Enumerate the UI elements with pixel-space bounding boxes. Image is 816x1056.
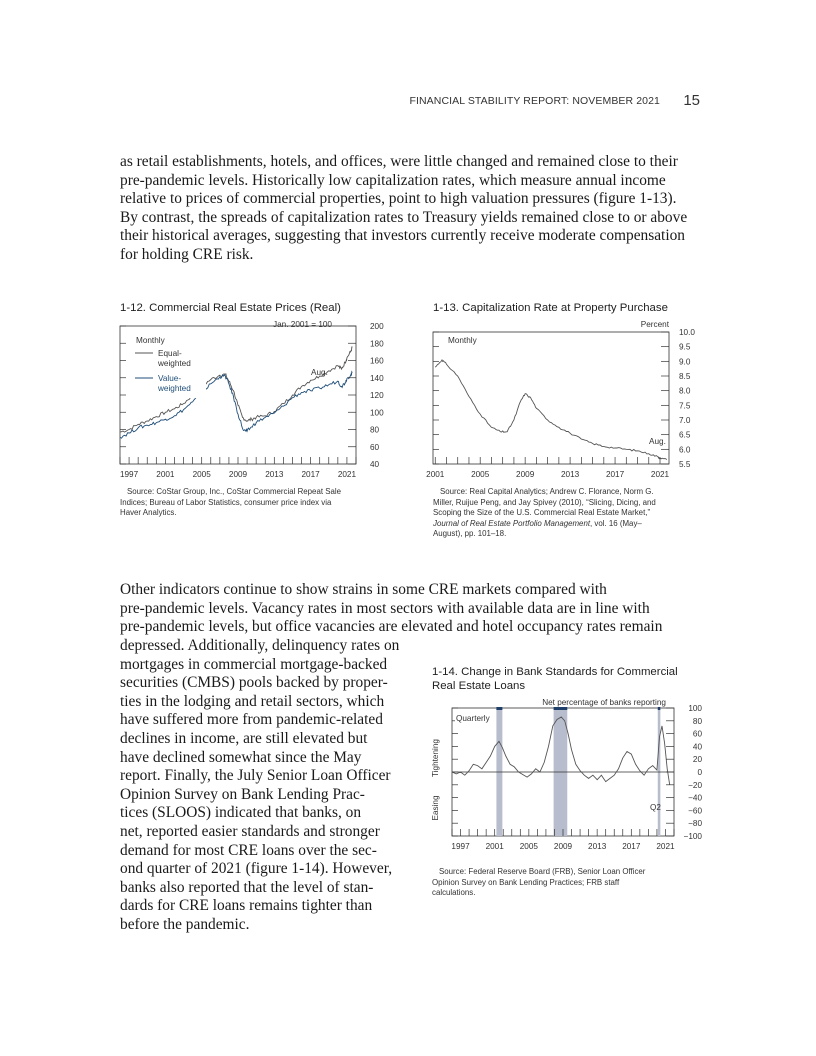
x-tick-label: 2021 [656, 842, 675, 851]
y-tick-label: 7.0 [679, 416, 691, 425]
chart-frame [433, 332, 669, 464]
unit-label: Net percentage of banks reporting [542, 698, 666, 707]
text-line: pre-pandemic levels. Historically low capitalization rates, which measure annual income [120, 171, 666, 189]
unit-label: Jan. 2001 = 100 [273, 320, 332, 329]
source-line [433, 519, 693, 530]
text-line: mortgages in commercial mortgage-backed [120, 655, 388, 673]
text-line: Opinion Survey on Bank Lending Prac- [120, 785, 365, 803]
source-line: Source: Federal Reserve Board (FRB), Senior Loan Officer [439, 867, 646, 876]
x-tick-label: 2009 [516, 470, 535, 479]
report-title: FINANCIAL STABILITY REPORT: NOVEMBER 2021 [409, 95, 660, 107]
legend-label: Value- [158, 374, 182, 383]
y-tick-label: 20 [692, 755, 702, 765]
y-tick-label: 120 [370, 391, 384, 400]
x-tick-label: 2021 [650, 470, 670, 479]
y-tick-label: −80 [688, 819, 702, 829]
text-line: banks also reported that the level of stan- [120, 878, 374, 896]
y-tick-label: 80 [692, 716, 702, 726]
source-line: Source: CoStar Group, Inc., CoStar Commercial Repeat Sale [127, 487, 342, 496]
x-tick-label: 2005 [519, 842, 538, 851]
text-line: pre-pandemic levels. Vacancy rates in most sectors with available data are in line with [120, 599, 650, 617]
y-tick-label: 200 [370, 322, 384, 331]
text-line: their historical averages, suggesting that investors currently receive moderate compensation [120, 227, 685, 245]
text-line: declines in income, are still elevated but [120, 729, 368, 747]
paragraph-3 [120, 637, 420, 935]
legend-label: weighted [158, 359, 191, 368]
legend-label: weighted [158, 384, 191, 393]
y-tick-label: 100 [370, 408, 384, 418]
text-line: for holding CRE risk. [120, 245, 254, 263]
figure-1-12-source [120, 487, 400, 519]
chart-axes [426, 320, 695, 479]
x-tick-label: 2009 [553, 842, 573, 851]
y-tick-label: 7.5 [679, 401, 691, 411]
x-tick-label: 2005 [471, 470, 490, 479]
figure-1-13-title: 1-13. Capitalization Rate at Property Purchase [433, 302, 668, 314]
text-line: dards for CRE loans remains tighter than [120, 897, 373, 915]
recession-marker [554, 707, 568, 710]
source-line: Scoping the Size of the U.S. Commercial Real Estate Market,” [433, 508, 651, 517]
text-line: have declined somewhat since the May [120, 748, 362, 766]
chart-series [120, 334, 352, 438]
text-line: relative to prices of commercial properties, point to high valuation pressures (figure 1-13). [120, 190, 677, 208]
x-tick-label: 2001 [485, 842, 504, 851]
journal-title: Journal of Real Estate Portfolio Management [433, 518, 591, 528]
annotation-label: Q2 [650, 803, 661, 812]
paragraph-1 [120, 153, 700, 265]
text-line: Other indicators continue to show strains in some CRE markets compared with [120, 581, 607, 598]
y-tick-label: 0 [697, 768, 702, 777]
text-line: ties in the lodging and retail sectors, which [120, 692, 385, 710]
y-tick-label: 160 [370, 356, 384, 366]
x-tick-label: 2005 [192, 470, 211, 479]
axis-label-easing: Easing [431, 795, 440, 821]
y-tick-label: 8.5 [679, 372, 691, 381]
y-tick-label: 60 [692, 729, 702, 739]
x-tick-label: 2013 [560, 470, 580, 479]
unit-label: Percent [640, 320, 669, 329]
frequency-label: Monthly [136, 336, 165, 345]
x-tick-label: 2013 [588, 842, 607, 851]
x-tick-label: 1997 [119, 470, 139, 479]
paragraph-2 [120, 581, 700, 637]
x-tick-label: 2017 [605, 470, 625, 479]
annotation-label: Aug. [649, 437, 666, 446]
source-tail: , vol. 16 (May– [590, 518, 642, 528]
x-tick-label: 2017 [622, 842, 641, 851]
y-tick-label: 10.0 [679, 328, 695, 337]
frequency-label: Monthly [448, 336, 477, 345]
figure-1-13-source [433, 487, 693, 540]
text-line: ond quarter of 2021 (figure 1-14). However, [120, 860, 393, 878]
text-line: depressed. Additionally, delinquency rates on [120, 637, 400, 654]
figure-1-14-title [432, 665, 678, 693]
series-line-cap-rate [435, 360, 667, 460]
figure-1-12-title: 1-12. Commercial Real Estate Prices (Real) [120, 302, 341, 314]
source-line: Miller, Ruijue Peng, and Jay Spivey (2010), “Slicing, Dicing, and [433, 497, 656, 507]
x-tick-label: 2013 [265, 470, 284, 479]
y-tick-label: −20 [688, 780, 702, 790]
axis-label-tightening: Tightening [431, 739, 440, 777]
y-tick-label: 6.5 [679, 430, 691, 440]
x-tick-label: 2001 [426, 470, 445, 479]
source-line: Indices; Bureau of Labor Statistics, consumer price index via [120, 497, 332, 507]
x-tick-label: 1997 [451, 842, 470, 851]
figure-1-14-chart [426, 696, 716, 864]
y-tick-label: 100 [688, 704, 702, 713]
annotation-label: Aug. [311, 368, 328, 377]
source-line: calculations. [432, 888, 476, 897]
title-line: Real Estate Loans [432, 680, 526, 692]
y-tick-label: 9.5 [679, 342, 691, 352]
y-tick-label: −40 [688, 793, 702, 803]
y-tick-label: 60 [370, 442, 380, 452]
text-line: net, reported easier standards and stronger [120, 822, 380, 840]
source-line: August), pp. 101–18. [433, 529, 507, 538]
y-tick-label: 6.0 [679, 445, 691, 455]
plot-frame [433, 332, 669, 464]
text-line: report. Finally, the July Senior Loan Officer [120, 767, 391, 785]
title-line: 1-14. Change in Bank Standards for Commercial [432, 666, 678, 678]
text-line: By contrast, the spreads of capitalization rates to Treasury yields remained close to or above [120, 208, 688, 226]
x-tick-label: 2021 [337, 470, 357, 479]
x-tick-label: 2017 [301, 470, 320, 479]
y-tick-label: 80 [370, 425, 380, 435]
chart-axes [120, 320, 384, 479]
y-tick-label: 40 [692, 742, 702, 752]
y-tick-label: 9.0 [679, 357, 691, 367]
frequency-label: Quarterly [456, 714, 490, 723]
recession-marker [496, 707, 502, 710]
text-line: pre-pandemic levels, but office vacancies are elevated and hotel occupancy rates remain [120, 618, 663, 636]
y-tick-label: 180 [370, 339, 384, 349]
figure-1-12-chart [116, 316, 396, 484]
legend-label: Equal- [158, 349, 182, 358]
text-line: demand for most CRE loans over the sec- [120, 841, 377, 859]
text-line: as retail establishments, hotels, and offices, were little changed and remained close to their [120, 153, 678, 170]
recession-marker [658, 707, 661, 710]
page-header [340, 92, 700, 112]
figure-1-14-source [432, 867, 702, 899]
page-number: 15 [683, 92, 700, 109]
y-tick-label: −60 [688, 806, 702, 816]
text-line: have suffered more from pandemic-related [120, 711, 383, 729]
x-tick-label: 2001 [156, 470, 175, 479]
text-line: before the pandemic. [120, 915, 250, 933]
source-line: Source: Real Capital Analytics; Andrew C. Florance, Norm G. [440, 487, 654, 496]
y-tick-label: −100 [683, 832, 702, 841]
y-tick-label: 140 [370, 373, 384, 383]
y-tick-label: 5.5 [679, 460, 691, 469]
chart-series [435, 360, 667, 460]
text-line: securities (CMBS) pools backed by proper- [120, 674, 388, 692]
y-tick-label: 40 [370, 460, 380, 469]
source-line: Opinion Survey on Bank Lending Practices; FRB staff [432, 877, 620, 887]
source-line: Haver Analytics. [120, 508, 177, 517]
figure-1-13-chart [426, 316, 709, 484]
text-line: tices (SLOOS) indicated that banks, on [120, 804, 362, 822]
y-tick-label: 8.0 [679, 386, 691, 396]
x-tick-label: 2009 [228, 470, 248, 479]
